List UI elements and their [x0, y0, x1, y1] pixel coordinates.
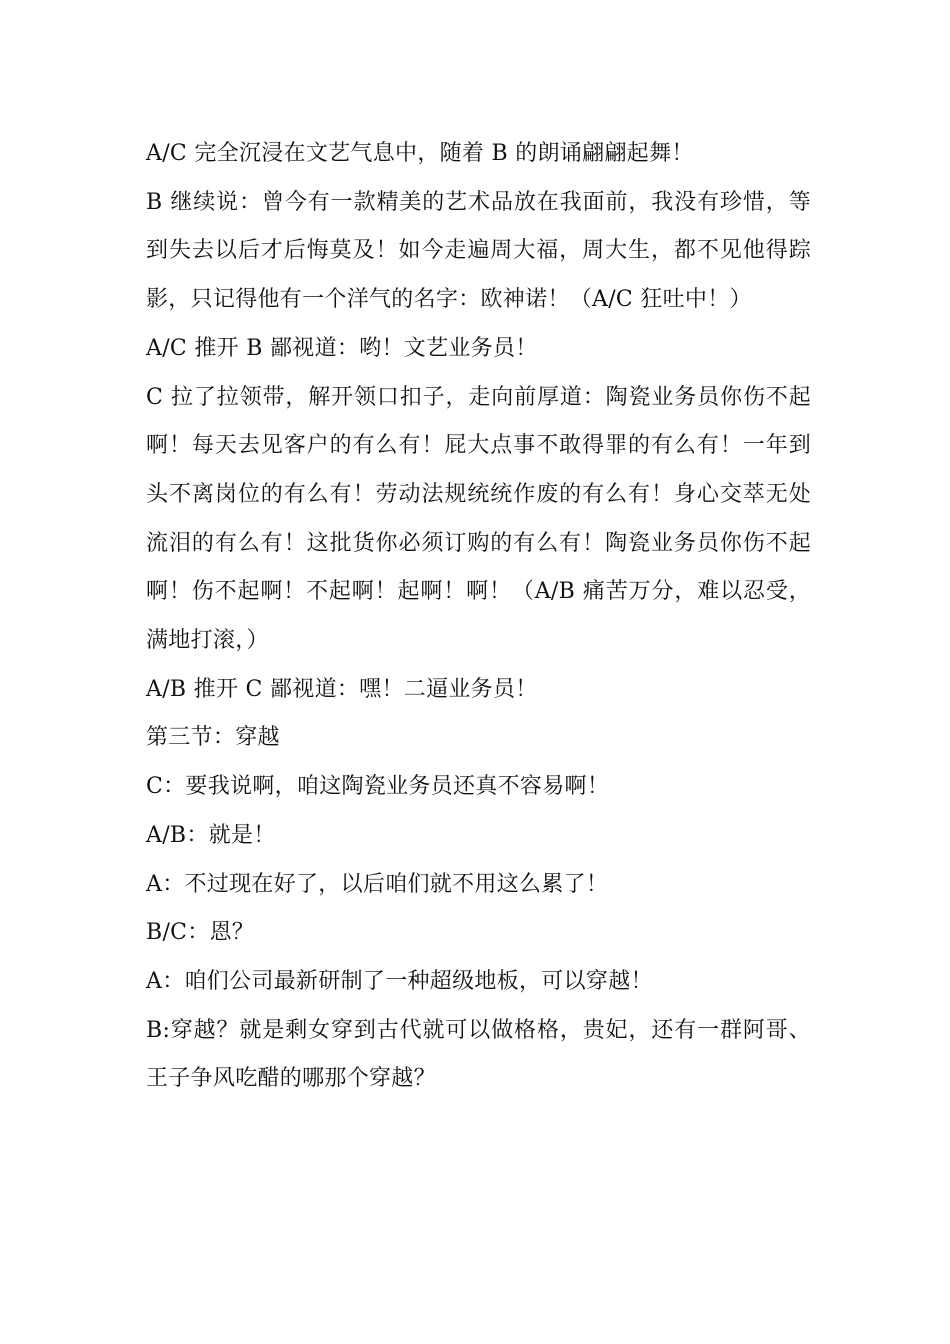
paragraph: A：咱们公司最新研制了一种超级地板，可以穿越！	[146, 968, 653, 994]
paragraph: A/B：就是！	[146, 822, 276, 848]
paragraph: B 继续说：曾今有一款精美的艺术品放在我面前，我没有珍惜，等到失去以后才后悔莫及！如今走遍周大福，周大生，都不见他得踪影，只记得他有一个洋气的名字：欧神诺！（A/C 狂吐中！）	[146, 189, 811, 313]
paragraph: A：不过现在好了，以后咱们就不用这么累了！	[146, 871, 609, 897]
paragraph: B/C：恩？	[146, 920, 255, 946]
paragraph: A/C 完全沉浸在文艺气息中，随着 B 的朗诵翩翩起舞！	[146, 141, 694, 166]
paragraph: A/C 推开 B 鄙视道：哟！文艺业务员！	[146, 335, 538, 361]
paragraph: B:穿越？就是剩女穿到古代就可以做格格，贵妃，还有一群阿哥、王子争风吃醋的哪那个穿越？	[146, 1017, 811, 1092]
section-heading: 第三节：穿越	[146, 725, 280, 751]
paragraph: C 拉了拉领带，解开领口扣子，走向前厚道：陶瓷业务员你伤不起啊！每天去见客户的有么有！屁大点事不敢得罪的有么有！一年到头不离岗位的有么有！劳动法规统统作废的有么有！身心交萃无处流泪的有么有！这批货你必须订购的有么有！陶瓷业务员你伤不起啊！伤不起啊！不起啊！起啊！啊！（A/B 痛苦万分，难以忍受，满地打滚，）	[146, 384, 811, 654]
document-body	[146, 130, 811, 1104]
paragraph: A/B 推开 C 鄙视道：嘿！二逼业务员！	[146, 676, 538, 702]
paragraph: C：要我说啊，咱这陶瓷业务员还真不容易啊！	[146, 774, 610, 800]
